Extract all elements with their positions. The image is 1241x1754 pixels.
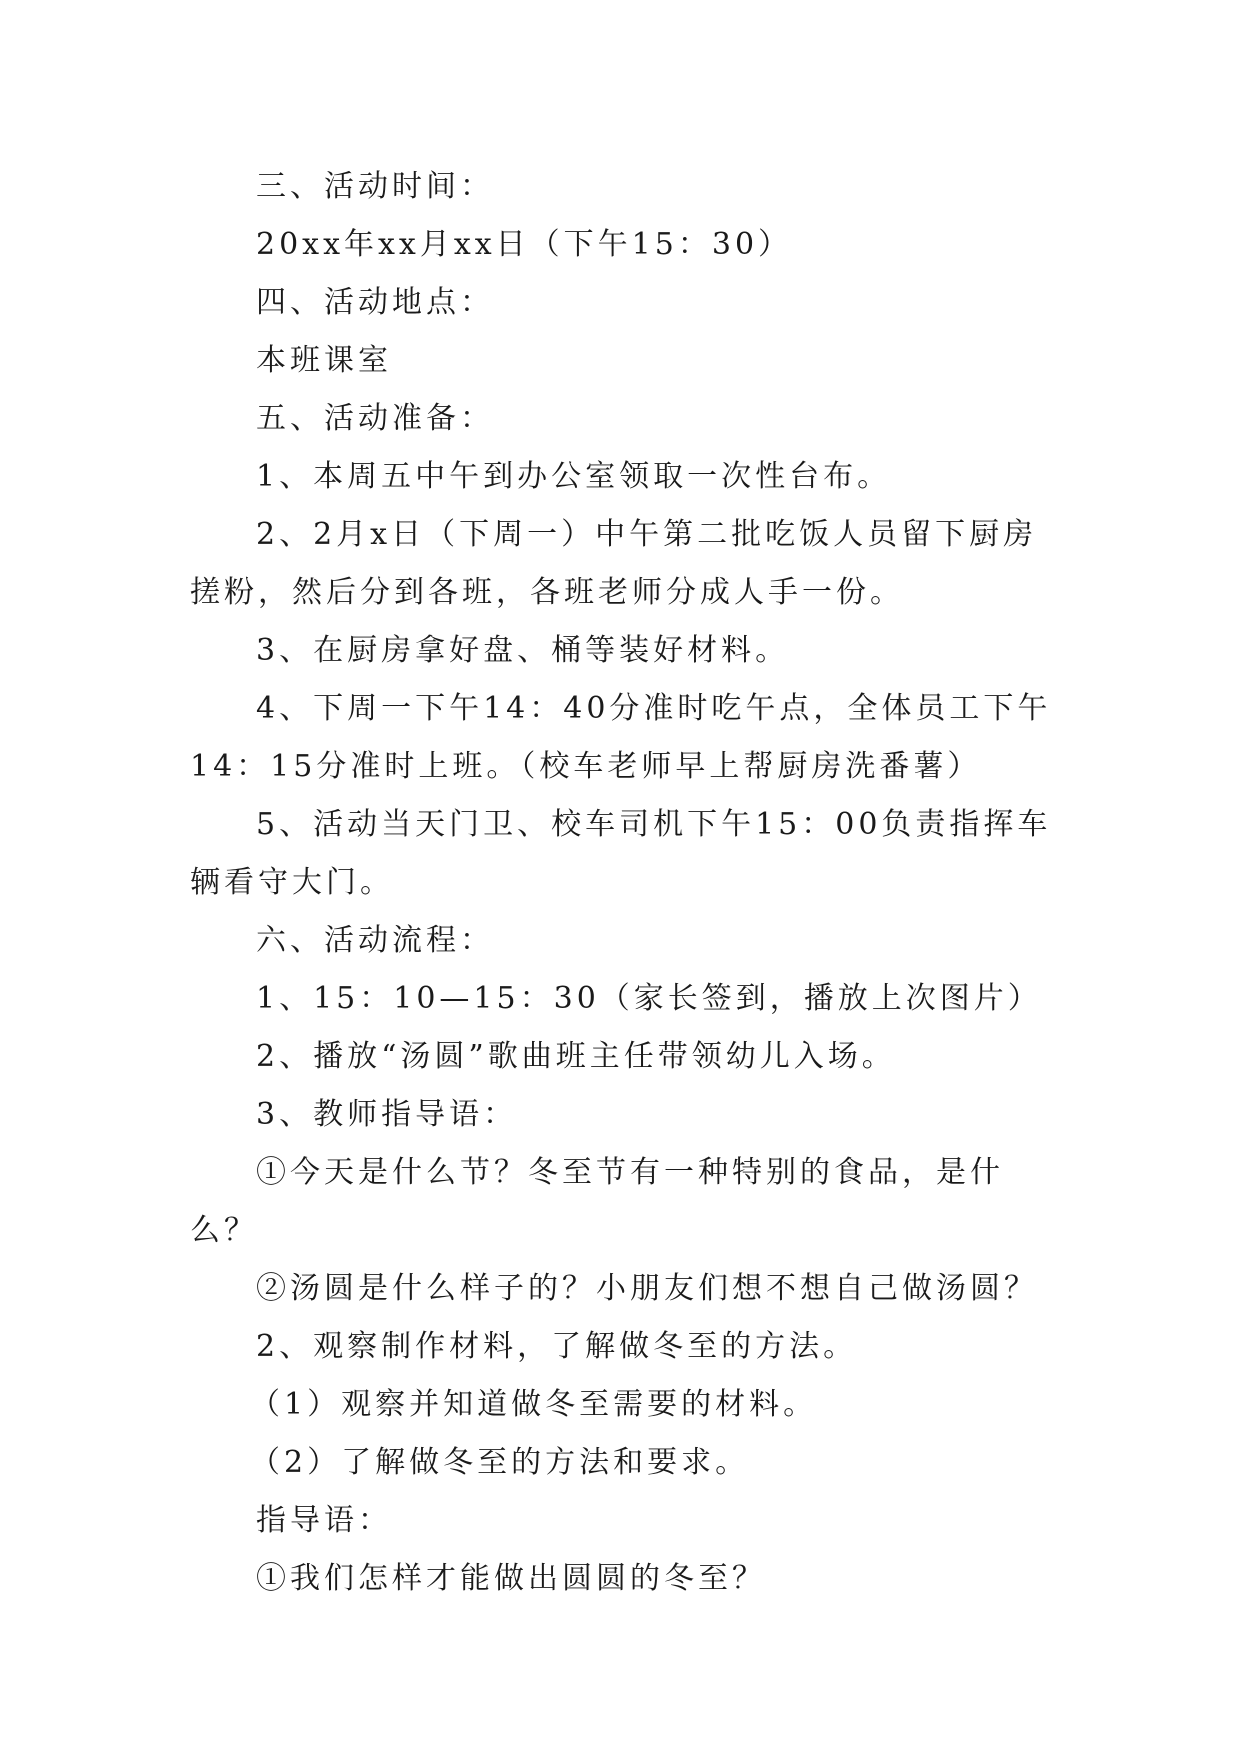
preparation-item-5: 5、活动当天门卫、校车司机下午15：00负责指挥车辆看守大门。 — [190, 807, 1052, 900]
process-item-2: 2、播放“汤圆”歌曲班主任带领幼儿入场。 — [256, 1039, 896, 1074]
section-heading-process: 六、活动流程： — [256, 923, 494, 958]
guidance-question-3: ①我们怎样才能做出圆圆的冬至？ — [256, 1561, 766, 1596]
observe-subitem-1: （1）观察并知道做冬至需要的材料。 — [250, 1387, 818, 1422]
observe-materials-item: 2、观察制作材料，了解做冬至的方法。 — [256, 1329, 858, 1364]
guidance-question-1: ①今天是什么节？冬至节有一种特别的食品，是什么？ — [190, 1155, 1004, 1248]
process-item-3: 3、教师指导语： — [256, 1097, 518, 1132]
preparation-item-1: 1、本周五中午到办公室领取一次性台布。 — [256, 459, 892, 494]
observe-subitem-2: （2）了解做冬至的方法和要求。 — [250, 1445, 750, 1480]
preparation-item-2: 2、2月x日（下周一）中午第二批吃饭人员留下厨房搓粉，然后分到各班，各班老师分成人手一份。 — [190, 517, 1038, 610]
activity-time-text: 20xx年xx月xx日（下午15：30） — [256, 227, 793, 262]
section-heading-time: 三、活动时间： — [256, 169, 494, 204]
section-heading-preparation: 五、活动准备： — [256, 401, 494, 436]
document-body — [190, 158, 1052, 1608]
preparation-item-4: 4、下周一下午14：40分准时吃午点，全体员工下午14：15分准时上班。（校车老师早上帮厨房洗番薯） — [190, 691, 1052, 784]
process-item-1: 1、15：10—15：30（家长签到，播放上次图片） — [256, 981, 1042, 1016]
guidance-question-2: ②汤圆是什么样子的？小朋友们想不想自己做汤圆？ — [256, 1271, 1038, 1306]
section-heading-location: 四、活动地点： — [256, 285, 494, 320]
preparation-item-3: 3、在厨房拿好盘、桶等装好材料。 — [256, 633, 790, 668]
activity-location-text: 本班课室 — [256, 343, 392, 378]
guidance-heading: 指导语： — [256, 1503, 392, 1538]
